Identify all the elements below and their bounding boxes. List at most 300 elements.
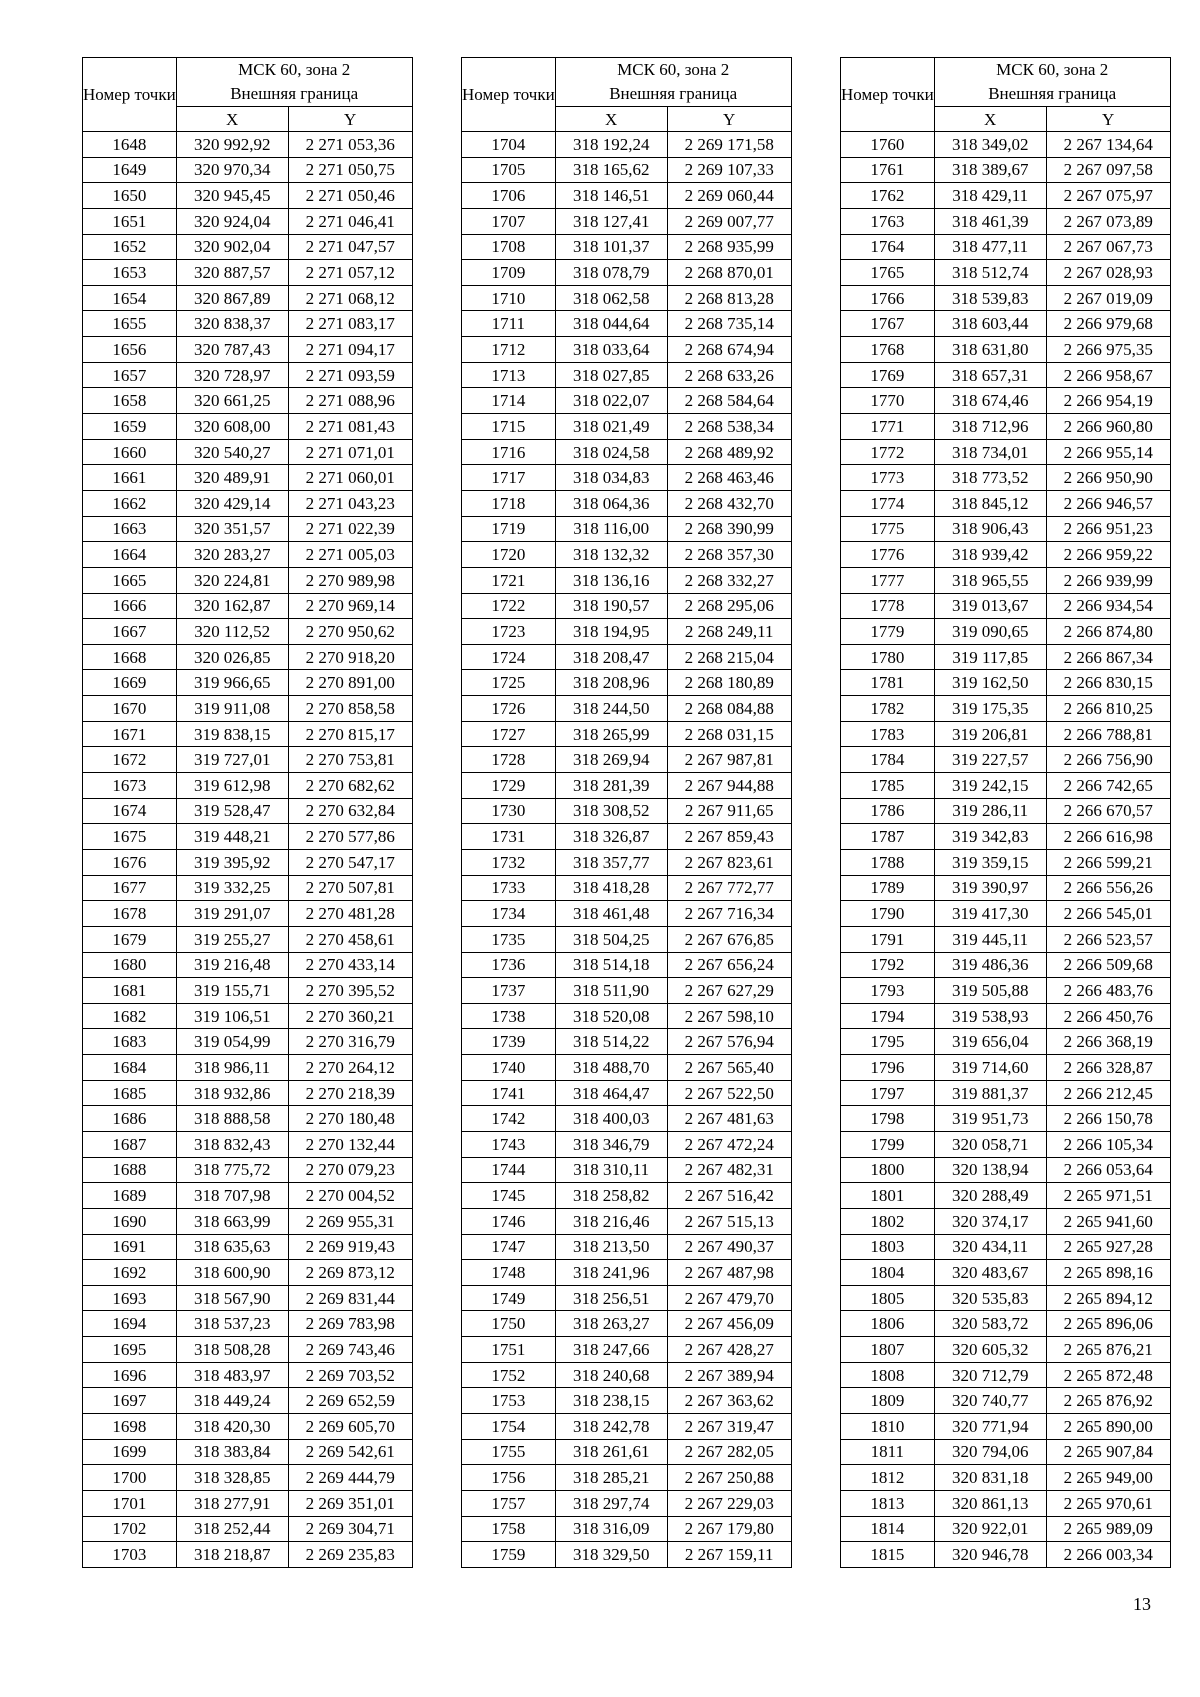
y-coordinate-cell: 2 268 584,64: [667, 388, 791, 414]
point-number-cell: 1769: [841, 362, 935, 388]
point-number-cell: 1669: [83, 670, 177, 696]
y-coordinate-cell: 2 266 509,68: [1046, 952, 1170, 978]
x-coordinate-cell: 318 383,84: [176, 1439, 288, 1465]
table-row: [462, 1285, 792, 1311]
y-coordinate-cell: 2 267 250,88: [667, 1465, 791, 1491]
x-coordinate-cell: 319 216,48: [176, 952, 288, 978]
table-row: [841, 619, 1171, 645]
y-coordinate-cell: 2 267 481,63: [667, 1106, 791, 1132]
point-number-cell: 1799: [841, 1131, 935, 1157]
y-coordinate-cell: 2 267 134,64: [1046, 132, 1170, 158]
x-coordinate-cell: 318 508,28: [176, 1337, 288, 1363]
table-row: [841, 285, 1171, 311]
table-row: [83, 1029, 413, 1055]
table-row: [841, 696, 1171, 722]
y-coordinate-cell: 2 268 390,99: [667, 516, 791, 542]
table-row: [462, 619, 792, 645]
point-number-cell: 1761: [841, 157, 935, 183]
table-row: [462, 362, 792, 388]
point-number-cell: 1785: [841, 773, 935, 799]
table-row: [841, 721, 1171, 747]
y-coordinate-cell: 2 267 576,94: [667, 1029, 791, 1055]
point-number-cell: 1779: [841, 619, 935, 645]
point-number-cell: 1655: [83, 311, 177, 337]
table-row: [462, 1542, 792, 1568]
point-number-cell: 1658: [83, 388, 177, 414]
point-number-cell: 1678: [83, 901, 177, 927]
table-row: [83, 516, 413, 542]
x-coordinate-cell: 319 175,35: [934, 696, 1046, 722]
point-number-cell: 1670: [83, 696, 177, 722]
point-number-cell: 1765: [841, 260, 935, 286]
x-coordinate-cell: 318 349,02: [934, 132, 1046, 158]
y-coordinate-cell: 2 265 876,92: [1046, 1388, 1170, 1414]
x-coordinate-cell: 318 034,83: [555, 465, 667, 491]
x-coordinate-cell: 319 538,93: [934, 1003, 1046, 1029]
point-number-cell: 1743: [462, 1131, 556, 1157]
x-coordinate-cell: 319 206,81: [934, 721, 1046, 747]
table-row: [83, 875, 413, 901]
y-coordinate-cell: 2 267 282,05: [667, 1439, 791, 1465]
point-number-cell: 1787: [841, 824, 935, 850]
point-number-cell: 1723: [462, 619, 556, 645]
x-coordinate-cell: 318 464,47: [555, 1080, 667, 1106]
y-coordinate-cell: 2 267 179,80: [667, 1516, 791, 1542]
table-row: [462, 439, 792, 465]
y-coordinate-cell: 2 270 079,23: [288, 1157, 412, 1183]
point-number-cell: 1671: [83, 721, 177, 747]
x-coordinate-cell: 320 712,79: [934, 1362, 1046, 1388]
x-coordinate-cell: 319 951,73: [934, 1106, 1046, 1132]
y-coordinate-cell: 2 267 516,42: [667, 1183, 791, 1209]
y-coordinate-cell: 2 271 022,39: [288, 516, 412, 542]
y-coordinate-cell: 2 270 577,86: [288, 824, 412, 850]
table-row: [83, 849, 413, 875]
point-number-cell: 1778: [841, 593, 935, 619]
x-coordinate-cell: 320 483,67: [934, 1260, 1046, 1286]
x-coordinate-cell: 318 190,57: [555, 593, 667, 619]
point-number-cell: 1739: [462, 1029, 556, 1055]
y-coordinate-cell: 2 271 050,75: [288, 157, 412, 183]
coordinates-table-1: [82, 57, 413, 1568]
table-row: [83, 901, 413, 927]
y-coordinate-cell: 2 269 955,31: [288, 1208, 412, 1234]
y-coordinate-cell: 2 268 674,94: [667, 337, 791, 363]
point-number-cell: 1700: [83, 1465, 177, 1491]
x-coordinate-cell: 320 992,92: [176, 132, 288, 158]
table-row: [83, 619, 413, 645]
point-number-cell: 1746: [462, 1208, 556, 1234]
x-coordinate-cell: 318 429,11: [934, 183, 1046, 209]
x-coordinate-cell: 319 390,97: [934, 875, 1046, 901]
y-coordinate-cell: 2 266 483,76: [1046, 978, 1170, 1004]
table-row: [83, 567, 413, 593]
x-coordinate-cell: 318 346,79: [555, 1131, 667, 1157]
x-coordinate-cell: 318 277,91: [176, 1490, 288, 1516]
table-row: [462, 542, 792, 568]
x-coordinate-cell: 318 845,12: [934, 490, 1046, 516]
x-coordinate-cell: 318 208,96: [555, 670, 667, 696]
table-row: [841, 1029, 1171, 1055]
table-row: [462, 414, 792, 440]
coordinate-system-header: [934, 58, 1170, 107]
y-coordinate-cell: 2 270 264,12: [288, 1055, 412, 1081]
x-coordinate-cell: 320 112,52: [176, 619, 288, 645]
y-coordinate-cell: 2 266 788,81: [1046, 721, 1170, 747]
point-number-cell: 1677: [83, 875, 177, 901]
point-number-cell: 1688: [83, 1157, 177, 1183]
y-coordinate-cell: 2 267 598,10: [667, 1003, 791, 1029]
point-number-cell: 1808: [841, 1362, 935, 1388]
y-coordinate-cell: 2 270 632,84: [288, 798, 412, 824]
x-coordinate-cell: 318 906,43: [934, 516, 1046, 542]
y-coordinate-cell: 2 266 150,78: [1046, 1106, 1170, 1132]
table-row: [841, 1439, 1171, 1465]
point-number-cell: 1712: [462, 337, 556, 363]
x-coordinate-cell: 318 832,43: [176, 1131, 288, 1157]
x-coordinate-cell: 318 461,48: [555, 901, 667, 927]
point-number-cell: 1745: [462, 1183, 556, 1209]
x-header: X: [555, 107, 667, 132]
table-row: [841, 465, 1171, 491]
y-coordinate-cell: 2 270 316,79: [288, 1029, 412, 1055]
x-coordinate-cell: 318 310,11: [555, 1157, 667, 1183]
table-row: [83, 1106, 413, 1132]
x-coordinate-cell: 318 674,46: [934, 388, 1046, 414]
y-coordinate-cell: 2 268 357,30: [667, 542, 791, 568]
table-row: [462, 285, 792, 311]
table-row: [841, 1285, 1171, 1311]
x-coordinate-cell: 319 714,60: [934, 1055, 1046, 1081]
table-row: [462, 1029, 792, 1055]
x-coordinate-cell: 318 136,16: [555, 567, 667, 593]
y-coordinate-cell: 2 268 249,11: [667, 619, 791, 645]
point-number-cell: 1695: [83, 1337, 177, 1363]
point-number-cell: 1735: [462, 926, 556, 952]
x-coordinate-cell: 318 078,79: [555, 260, 667, 286]
y-coordinate-cell: 2 267 389,94: [667, 1362, 791, 1388]
x-coordinate-cell: 318 285,21: [555, 1465, 667, 1491]
table-row: [841, 824, 1171, 850]
table-row: [462, 1311, 792, 1337]
y-coordinate-cell: 2 270 950,62: [288, 619, 412, 645]
x-coordinate-cell: 320 058,71: [934, 1131, 1046, 1157]
x-coordinate-cell: 318 965,55: [934, 567, 1046, 593]
table-row: [83, 1131, 413, 1157]
point-number-cell: 1696: [83, 1362, 177, 1388]
point-number-cell: 1726: [462, 696, 556, 722]
table-row: [462, 490, 792, 516]
table-row: [841, 1183, 1171, 1209]
point-number-cell: 1698: [83, 1414, 177, 1440]
table-row: [83, 1260, 413, 1286]
table-row: [841, 1157, 1171, 1183]
y-coordinate-cell: 2 269 831,44: [288, 1285, 412, 1311]
table-row: [841, 1414, 1171, 1440]
point-number-cell: 1651: [83, 208, 177, 234]
y-coordinate-cell: 2 268 813,28: [667, 285, 791, 311]
y-coordinate-cell: 2 270 507,81: [288, 875, 412, 901]
point-number-cell: 1738: [462, 1003, 556, 1029]
x-coordinate-cell: 318 600,90: [176, 1260, 288, 1286]
point-number-cell: 1716: [462, 439, 556, 465]
table-row: [83, 644, 413, 670]
point-number-cell: 1667: [83, 619, 177, 645]
table-row: [83, 1183, 413, 1209]
x-coordinate-cell: 320 540,27: [176, 439, 288, 465]
point-number-cell: 1736: [462, 952, 556, 978]
point-number-cell: 1730: [462, 798, 556, 824]
x-coordinate-cell: 318 420,30: [176, 1414, 288, 1440]
y-coordinate-cell: 2 267 019,09: [1046, 285, 1170, 311]
y-coordinate-cell: 2 266 212,45: [1046, 1080, 1170, 1106]
table-row: [841, 439, 1171, 465]
point-number-cell: 1686: [83, 1106, 177, 1132]
table-row: [83, 1362, 413, 1388]
y-coordinate-cell: 2 271 050,46: [288, 183, 412, 209]
table-row: [83, 1285, 413, 1311]
point-number-cell: 1685: [83, 1080, 177, 1106]
x-coordinate-cell: 318 539,83: [934, 285, 1046, 311]
x-coordinate-cell: 319 838,15: [176, 721, 288, 747]
y-coordinate-cell: 2 269 107,33: [667, 157, 791, 183]
point-number-cell: 1665: [83, 567, 177, 593]
x-header: X: [934, 107, 1046, 132]
point-number-cell: 1754: [462, 1414, 556, 1440]
y-coordinate-cell: 2 270 481,28: [288, 901, 412, 927]
y-coordinate-cell: 2 267 363,62: [667, 1388, 791, 1414]
table-row: [462, 1080, 792, 1106]
table-row: [83, 1439, 413, 1465]
table-row: [462, 1055, 792, 1081]
y-coordinate-cell: 2 270 753,81: [288, 747, 412, 773]
table-row: [83, 978, 413, 1004]
y-coordinate-cell: 2 265 927,28: [1046, 1234, 1170, 1260]
table-row: [841, 1362, 1171, 1388]
x-coordinate-cell: 318 329,50: [555, 1542, 667, 1568]
y-coordinate-cell: 2 266 003,34: [1046, 1542, 1170, 1568]
point-number-header: Номер точки: [462, 58, 556, 132]
coordinate-system-label: МСК 60, зона 2: [617, 60, 730, 79]
coordinate-system-label: МСК 60, зона 2: [996, 60, 1109, 79]
table-row: [841, 926, 1171, 952]
point-number-cell: 1763: [841, 208, 935, 234]
point-number-cell: 1784: [841, 747, 935, 773]
table-row: [83, 721, 413, 747]
point-number-cell: 1697: [83, 1388, 177, 1414]
point-number-cell: 1690: [83, 1208, 177, 1234]
y-coordinate-cell: 2 267 490,37: [667, 1234, 791, 1260]
point-number-cell: 1797: [841, 1080, 935, 1106]
x-coordinate-cell: 319 656,04: [934, 1029, 1046, 1055]
table-row: [462, 1131, 792, 1157]
x-coordinate-cell: 318 261,61: [555, 1439, 667, 1465]
y-coordinate-cell: 2 268 463,46: [667, 465, 791, 491]
point-number-cell: 1674: [83, 798, 177, 824]
x-coordinate-cell: 320 831,18: [934, 1465, 1046, 1491]
table-row: [462, 1183, 792, 1209]
table-row: [83, 1388, 413, 1414]
table-body: [841, 132, 1171, 1568]
y-coordinate-cell: 2 267 075,97: [1046, 183, 1170, 209]
point-number-cell: 1705: [462, 157, 556, 183]
y-coordinate-cell: 2 269 743,46: [288, 1337, 412, 1363]
y-coordinate-cell: 2 266 742,65: [1046, 773, 1170, 799]
x-coordinate-cell: 318 208,47: [555, 644, 667, 670]
y-coordinate-cell: 2 267 987,81: [667, 747, 791, 773]
y-coordinate-cell: 2 267 159,11: [667, 1542, 791, 1568]
table-row: [83, 388, 413, 414]
point-number-cell: 1791: [841, 926, 935, 952]
y-coordinate-cell: 2 265 898,16: [1046, 1260, 1170, 1286]
y-coordinate-cell: 2 268 332,27: [667, 567, 791, 593]
y-coordinate-cell: 2 271 081,43: [288, 414, 412, 440]
x-coordinate-cell: 319 090,65: [934, 619, 1046, 645]
x-coordinate-cell: 318 216,46: [555, 1208, 667, 1234]
x-coordinate-cell: 319 117,85: [934, 644, 1046, 670]
point-number-cell: 1780: [841, 644, 935, 670]
x-coordinate-cell: 318 238,15: [555, 1388, 667, 1414]
table-row: [841, 849, 1171, 875]
y-coordinate-cell: 2 266 874,80: [1046, 619, 1170, 645]
y-coordinate-cell: 2 269 605,70: [288, 1414, 412, 1440]
point-number-cell: 1775: [841, 516, 935, 542]
point-number-cell: 1662: [83, 490, 177, 516]
x-coordinate-cell: 320 794,06: [934, 1439, 1046, 1465]
x-coordinate-cell: 320 608,00: [176, 414, 288, 440]
y-coordinate-cell: 2 267 479,70: [667, 1285, 791, 1311]
table-row: [462, 567, 792, 593]
point-number-cell: 1660: [83, 439, 177, 465]
x-coordinate-cell: 320 946,78: [934, 1542, 1046, 1568]
x-coordinate-cell: 318 520,08: [555, 1003, 667, 1029]
x-coordinate-cell: 318 244,50: [555, 696, 667, 722]
x-coordinate-cell: 318 218,87: [176, 1542, 288, 1568]
x-coordinate-cell: 318 514,18: [555, 952, 667, 978]
y-coordinate-cell: 2 267 097,58: [1046, 157, 1170, 183]
point-number-cell: 1692: [83, 1260, 177, 1286]
x-coordinate-cell: 318 389,67: [934, 157, 1046, 183]
x-coordinate-cell: 318 504,25: [555, 926, 667, 952]
table-row: [462, 875, 792, 901]
table-row: [83, 1080, 413, 1106]
x-coordinate-cell: 319 359,15: [934, 849, 1046, 875]
point-number-cell: 1741: [462, 1080, 556, 1106]
table-row: [841, 593, 1171, 619]
x-coordinate-cell: 318 773,52: [934, 465, 1046, 491]
y-coordinate-cell: 2 267 859,43: [667, 824, 791, 850]
point-number-cell: 1807: [841, 1337, 935, 1363]
point-number-cell: 1742: [462, 1106, 556, 1132]
table-row: [83, 183, 413, 209]
point-number-cell: 1715: [462, 414, 556, 440]
table-row: [841, 1311, 1171, 1337]
table-row: [83, 439, 413, 465]
x-coordinate-cell: 319 106,51: [176, 1003, 288, 1029]
y-coordinate-cell: 2 265 989,09: [1046, 1516, 1170, 1542]
point-number-cell: 1805: [841, 1285, 935, 1311]
y-coordinate-cell: 2 267 627,29: [667, 978, 791, 1004]
x-coordinate-cell: 318 400,03: [555, 1106, 667, 1132]
table-row: [462, 388, 792, 414]
point-number-cell: 1750: [462, 1311, 556, 1337]
x-coordinate-cell: 320 583,72: [934, 1311, 1046, 1337]
table-row: [841, 978, 1171, 1004]
y-coordinate-cell: 2 266 975,35: [1046, 337, 1170, 363]
point-number-cell: 1722: [462, 593, 556, 619]
x-coordinate-cell: 320 351,57: [176, 516, 288, 542]
table-row: [83, 696, 413, 722]
point-number-cell: 1768: [841, 337, 935, 363]
y-coordinate-cell: 2 270 969,14: [288, 593, 412, 619]
table-row: [841, 542, 1171, 568]
x-coordinate-cell: 320 026,85: [176, 644, 288, 670]
table-row: [83, 593, 413, 619]
table-row: [83, 285, 413, 311]
x-coordinate-cell: 320 970,34: [176, 157, 288, 183]
y-coordinate-cell: 2 267 565,40: [667, 1055, 791, 1081]
x-coordinate-cell: 320 162,87: [176, 593, 288, 619]
y-coordinate-cell: 2 266 959,22: [1046, 542, 1170, 568]
point-number-cell: 1701: [83, 1490, 177, 1516]
y-coordinate-cell: 2 271 060,01: [288, 465, 412, 491]
table-row: [841, 1234, 1171, 1260]
table-row: [83, 952, 413, 978]
y-coordinate-cell: 2 265 896,06: [1046, 1311, 1170, 1337]
y-coordinate-cell: 2 266 954,19: [1046, 388, 1170, 414]
point-number-cell: 1657: [83, 362, 177, 388]
point-number-cell: 1659: [83, 414, 177, 440]
table-row: [83, 132, 413, 158]
table-row: [462, 1337, 792, 1363]
y-coordinate-cell: 2 271 094,17: [288, 337, 412, 363]
y-coordinate-cell: 2 266 951,23: [1046, 516, 1170, 542]
x-coordinate-cell: 320 138,94: [934, 1157, 1046, 1183]
x-coordinate-cell: 320 429,14: [176, 490, 288, 516]
table-row: [841, 388, 1171, 414]
y-coordinate-cell: 2 265 872,48: [1046, 1362, 1170, 1388]
x-coordinate-cell: 320 887,57: [176, 260, 288, 286]
y-coordinate-cell: 2 266 105,34: [1046, 1131, 1170, 1157]
point-number-cell: 1664: [83, 542, 177, 568]
y-coordinate-cell: 2 267 911,65: [667, 798, 791, 824]
y-coordinate-cell: 2 269 060,44: [667, 183, 791, 209]
point-number-cell: 1721: [462, 567, 556, 593]
x-coordinate-cell: 318 022,07: [555, 388, 667, 414]
coordinate-system-header: [176, 58, 412, 107]
point-number-cell: 1648: [83, 132, 177, 158]
boundary-type-label: Внешняя граница: [609, 84, 738, 103]
y-coordinate-cell: 2 265 876,21: [1046, 1337, 1170, 1363]
point-number-cell: 1756: [462, 1465, 556, 1491]
y-coordinate-cell: 2 266 950,90: [1046, 465, 1170, 491]
table-row: [462, 465, 792, 491]
point-number-cell: 1777: [841, 567, 935, 593]
point-number-cell: 1731: [462, 824, 556, 850]
point-number-cell: 1800: [841, 1157, 935, 1183]
y-coordinate-cell: 2 267 522,50: [667, 1080, 791, 1106]
y-coordinate-cell: 2 268 295,06: [667, 593, 791, 619]
table-row: [83, 260, 413, 286]
x-coordinate-cell: 319 013,67: [934, 593, 1046, 619]
x-coordinate-cell: 318 939,42: [934, 542, 1046, 568]
point-number-cell: 1663: [83, 516, 177, 542]
y-coordinate-cell: 2 266 955,14: [1046, 439, 1170, 465]
point-number-cell: 1694: [83, 1311, 177, 1337]
y-coordinate-cell: 2 271 053,36: [288, 132, 412, 158]
point-number-cell: 1656: [83, 337, 177, 363]
y-coordinate-cell: 2 269 919,43: [288, 1234, 412, 1260]
